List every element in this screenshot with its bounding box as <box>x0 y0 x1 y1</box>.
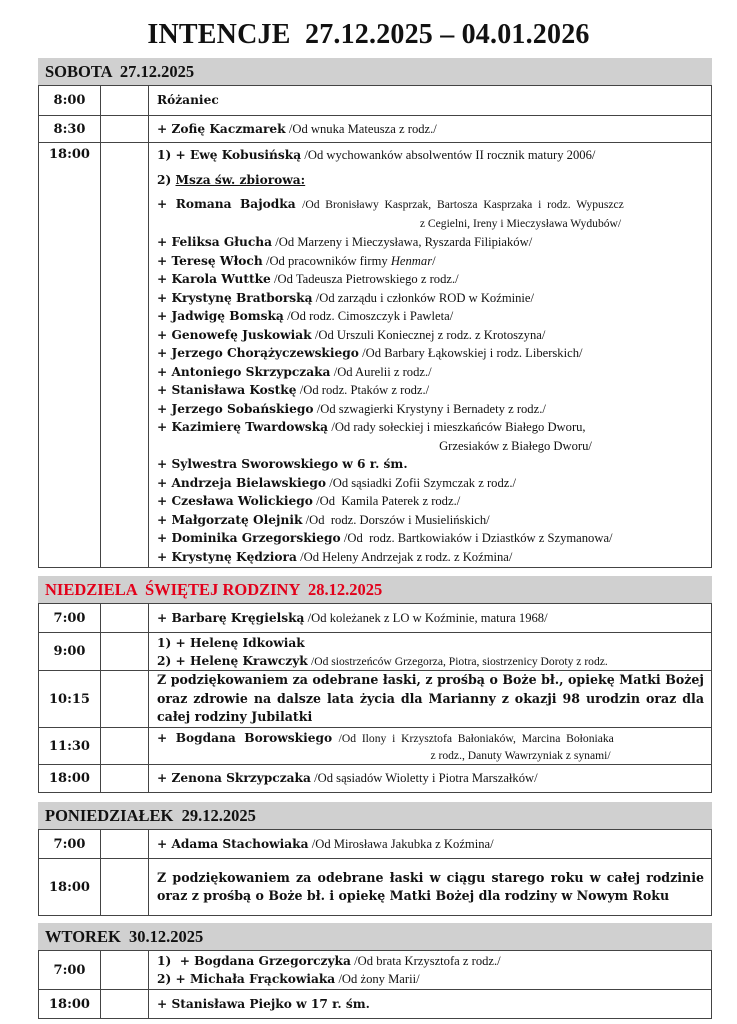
intention-cell <box>149 951 712 990</box>
intention-note: /Od Mirosława Jakubka z Koźmina/ <box>311 836 494 851</box>
intention-note-continued: Grzesiaków z Białego Dworu/ <box>439 438 592 453</box>
intentions-table <box>38 950 712 1019</box>
table-row <box>39 86 712 116</box>
table-row <box>39 951 712 990</box>
day-monday <box>38 802 712 916</box>
intention-note: /Od rady sołeckiej i mieszkańców Białego Dworu, <box>331 420 586 434</box>
intention-name: + Sylwestra Sworowskiego w 6 r. śm. <box>157 457 408 471</box>
intention-cell <box>149 671 712 728</box>
mass-time: 8:30 <box>39 116 101 143</box>
table-row <box>39 604 712 633</box>
page-title: INTENCJE 27.12.2025 – 04.01.2026 <box>147 19 590 50</box>
intention-note: /Od wnuka Mateusza z rodz./ <box>288 121 437 136</box>
mass-time: 11:30 <box>39 728 101 765</box>
table-row <box>39 116 712 143</box>
intention-note-end: / <box>432 253 436 268</box>
empty-cell <box>101 116 149 143</box>
table-row <box>39 671 712 728</box>
intention-cell <box>149 990 712 1019</box>
intention-note-continued: z rodz., Danuty Wawrzyniak z synami/ <box>430 748 611 762</box>
day-header: SOBOTA 27.12.2025 <box>38 58 712 85</box>
empty-cell <box>101 990 149 1019</box>
mass-time: 7:00 <box>39 604 101 633</box>
intention-cell <box>149 116 712 143</box>
intention-name: + Barbarę Kręgielską <box>157 610 305 625</box>
intention-name: + Jerzego Sobańskiego <box>157 401 314 416</box>
intention-text: Z podziękowaniem za odebrane łaski w ciągu starego roku w całej rodzinie oraz z prośbą o Boże bł. i opiekę Matki Bożej dla rodziny w Nowym Roku <box>157 869 704 903</box>
intention-name: + Jadwigę Bomską <box>157 309 284 323</box>
mass-time: 18:00 <box>39 143 101 568</box>
intentions-table <box>38 85 712 568</box>
intentions-table <box>38 829 712 916</box>
intention-note: /Od sąsiadki Zofii Szymczak z rodz./ <box>329 475 516 490</box>
intention-name: 1) + Helenę Idkowiak <box>157 635 305 650</box>
company-name: Henmar <box>390 253 433 268</box>
intention-name: + Romana Bajodka <box>157 197 296 211</box>
intention-note: /Od wychowanków absolwentów II rocznik matury 2006/ <box>304 148 596 162</box>
intention-cell <box>149 143 712 568</box>
intention-name: + Genowefę Juskowiak <box>157 327 312 342</box>
intention-name: + Adama Stachowiaka <box>157 836 309 851</box>
intentions-table <box>38 603 712 793</box>
empty-cell <box>101 951 149 990</box>
intention-note: /Od rodz. Dorszów i Musielińskich/ <box>305 512 490 527</box>
mass-time: 18:00 <box>39 765 101 793</box>
intention-note: /Od Kamila Paterek z rodz./ <box>316 494 461 508</box>
empty-cell <box>101 604 149 633</box>
intention-note: /Od pracowników firmy <box>265 253 391 268</box>
intention-cell <box>149 859 712 916</box>
mass-time: 10:15 <box>39 671 101 728</box>
intention-name: + Krystynę Bratborską <box>157 290 313 305</box>
intention-cell <box>149 728 712 765</box>
intention-note: /Od rodz. Cimoszczyk i Pawleta/ <box>287 309 454 323</box>
intention-note: /Od szwagierki Krystyny i Bernadety z rodz./ <box>316 401 546 416</box>
intention-note: /Od Heleny Andrzejak z rodz. z Koźmina/ <box>300 549 513 564</box>
intention-note: /Od koleżanek z LO w Koźminie, matura 1968/ <box>307 610 548 625</box>
intention-name: + Teresę Włoch <box>157 253 263 268</box>
mass-time: 8:00 <box>39 86 101 116</box>
empty-cell <box>101 830 149 859</box>
intention-name: + Małgorzatę Olejnik <box>157 512 303 527</box>
empty-cell <box>101 633 149 671</box>
intention-name: + Antoniego Skrzypczaka <box>157 364 331 379</box>
table-row <box>39 728 712 765</box>
intention-note: /Od Bronisławy Kasprzak, Bartosza Kasprzaka i rodz. Wypuszcz <box>302 198 624 211</box>
table-row <box>39 143 712 568</box>
empty-cell <box>101 728 149 765</box>
intention-cell <box>149 765 712 793</box>
mass-time: 18:00 <box>39 859 101 916</box>
intention-name: + Stanisława Piejko w 17 r. śm. <box>157 996 370 1011</box>
intention-note-continued: z Cegielni, Ireny i Mieczysława Wydubów/ <box>419 216 622 230</box>
intention-note: /Od Barbary Łąkowskiej i rodz. Liberskich/ <box>362 346 583 360</box>
intention-note: /Od Tadeusza Pietrowskiego z rodz./ <box>274 272 459 286</box>
intention-name: 2) + Michała Frąckowiaka <box>157 972 336 986</box>
intention-cell <box>149 633 712 671</box>
intention-note: /Od Urszuli Koniecznej z rodz. z Krotoszyna/ <box>314 327 546 342</box>
mass-time: 7:00 <box>39 830 101 859</box>
intention-name: Różaniec <box>157 93 219 108</box>
intention-name: 1) + Bogdana Grzegorczyka <box>157 954 351 968</box>
intention-note: /Od Ilony i Krzysztofa Bałoniaków, Marcina Bołoniaka <box>338 731 614 745</box>
day-header: NIEDZIELA ŚWIĘTEJ RODZINY 28.12.2025 <box>38 576 712 603</box>
empty-cell <box>101 859 149 916</box>
table-row <box>39 633 712 671</box>
intention-cell <box>149 604 712 633</box>
mass-time: 18:00 <box>39 990 101 1019</box>
intention-note: /Od brata Krzysztofa z rodz./ <box>354 954 501 968</box>
intention-note: /Od żony Marii/ <box>338 972 420 986</box>
intention-note: /Od Aurelii z rodz./ <box>333 364 432 379</box>
table-row <box>39 830 712 859</box>
empty-cell <box>101 143 149 568</box>
intention-name: + Dominika Grzegorskiego <box>157 531 341 545</box>
intention-name: + Feliksa Głucha <box>157 235 273 249</box>
intention-cell <box>149 86 712 116</box>
intention-note: /Od Marzeny i Mieczysława, Ryszarda Filipiaków/ <box>275 235 533 249</box>
intention-name: + Andrzeja Bielawskiego <box>157 475 326 490</box>
intention-note: /Od rodz. Ptaków z rodz./ <box>299 383 430 397</box>
day-header: PONIEDZIAŁEK 29.12.2025 <box>38 802 712 829</box>
intention-name: + Kazimierę Twardowską <box>157 420 329 434</box>
section-heading: Msza św. zbiorowa: <box>175 172 306 187</box>
day-saturday <box>38 58 712 568</box>
table-row <box>39 765 712 793</box>
intention-name: + Bogdana Borowskiego <box>157 730 333 745</box>
intention-note: /Od sąsiadów Wioletty i Piotra Marszałków/ <box>314 771 538 786</box>
empty-cell <box>101 765 149 793</box>
empty-cell <box>101 671 149 728</box>
table-row <box>39 990 712 1019</box>
intention-name: + Karola Wuttke <box>157 272 271 286</box>
intention-name: + Krystynę Kędziora <box>157 549 297 564</box>
mass-time: 9:00 <box>39 633 101 671</box>
intention-text: Z podziękowaniem za odebrane łaski, z prośbą o Boże bł., opiekę Matki Bożej oraz zdrowie na dalsze lata życia dla Marianny z okazji 98 urodzin oraz dla całej rodziny Jubilatki <box>157 672 704 725</box>
intention-name: + Czesława Wolickiego <box>157 494 313 508</box>
intention-name: 2) + Helenę Krawczyk <box>157 653 308 668</box>
intention-name: + Stanisława Kostkę <box>157 383 297 397</box>
intention-name: + Jerzego Chorążyczewskiego <box>157 346 359 360</box>
table-row <box>39 859 712 916</box>
day-sunday <box>38 576 712 793</box>
intention-note: /Od rodz. Bartkowiaków i Dziastków z Szymanowa/ <box>343 531 613 545</box>
intention-note: /Od zarządu i członków ROD w Koźminie/ <box>315 290 534 305</box>
day-tuesday <box>38 923 712 1019</box>
intention-cell <box>149 830 712 859</box>
empty-cell <box>101 86 149 116</box>
intention-note: /Od siostrzeńców Grzegorza, Piotra, siostrzenicy Doroty z rodz. <box>310 654 608 668</box>
mass-time: 7:00 <box>39 951 101 990</box>
intention-name: + Zenona Skrzypczaka <box>157 771 311 786</box>
intention-name: 1) + Ewę Kobusińską <box>157 148 302 162</box>
section-prefix: 2) <box>157 172 176 187</box>
intention-name: + Zofię Kaczmarek <box>157 121 286 136</box>
day-header: WTOREK 30.12.2025 <box>38 923 712 950</box>
